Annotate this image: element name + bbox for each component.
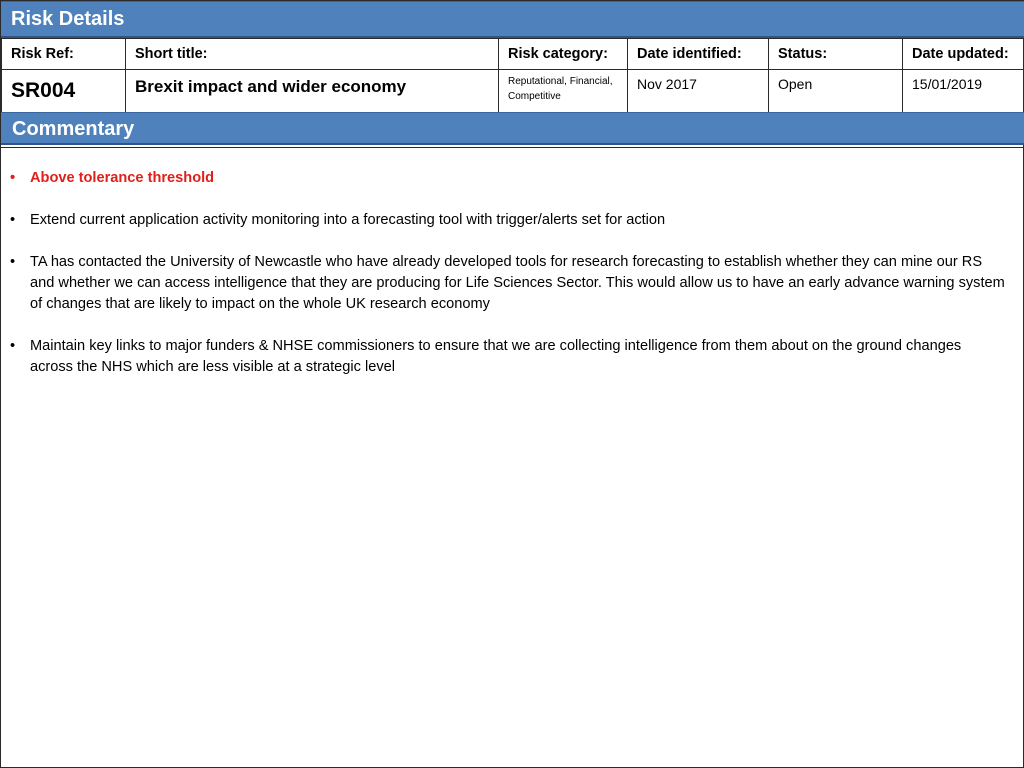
short-title-label: Short title: <box>126 39 499 70</box>
status-value: Open <box>769 70 903 113</box>
bullet-text: Above tolerance threshold <box>30 170 215 186</box>
commentary-list <box>1 148 1024 378</box>
bullet-icon: • <box>10 170 16 186</box>
commentary-body <box>1 147 1024 768</box>
bullet-icon: • <box>10 212 16 228</box>
status-label: Status: <box>769 39 903 70</box>
date-identified-value: Nov 2017 <box>628 70 769 113</box>
risk-ref-value: SR004 <box>2 70 126 113</box>
bullet-icon: • <box>10 338 16 354</box>
risk-category-value: Reputational, Financial, Competitive <box>499 70 628 113</box>
list-item <box>10 252 1005 315</box>
list-item <box>10 210 1005 231</box>
list-item <box>10 168 1005 189</box>
commentary-header: Commentary <box>1 112 1024 145</box>
bullet-text: Maintain key links to major funders & NHSE commissioners to ensure that we are collecting intelligence from them about on the ground changes across the NHS which are less visible at a strategic level <box>30 338 962 375</box>
label-row <box>2 39 1024 70</box>
bullet-icon: • <box>10 254 16 270</box>
risk-details-header: Risk Details <box>1 1 1024 38</box>
risk-ref-label: Risk Ref: <box>2 39 126 70</box>
date-identified-label: Date identified: <box>628 39 769 70</box>
bullet-text: Extend current application activity monitoring into a forecasting tool with trigger/alerts set for action <box>30 212 666 228</box>
date-updated-label: Date updated: <box>903 39 1024 70</box>
short-title-value: Brexit impact and wider economy <box>126 70 499 113</box>
risk-details-table <box>1 38 1024 113</box>
value-row <box>2 70 1024 113</box>
bullet-text: TA has contacted the University of Newcastle who have already developed tools for research forecasting to establish whether they can mine our RS and whether we can access intelligence that they are producing for Life Sciences Sector. This would allow us to have an early advance warning system of changes that are likely to impact on the whole UK research economy <box>30 254 1005 312</box>
risk-category-label: Risk category: <box>499 39 628 70</box>
date-updated-value: 15/01/2019 <box>903 70 1024 113</box>
list-item <box>10 336 1005 378</box>
